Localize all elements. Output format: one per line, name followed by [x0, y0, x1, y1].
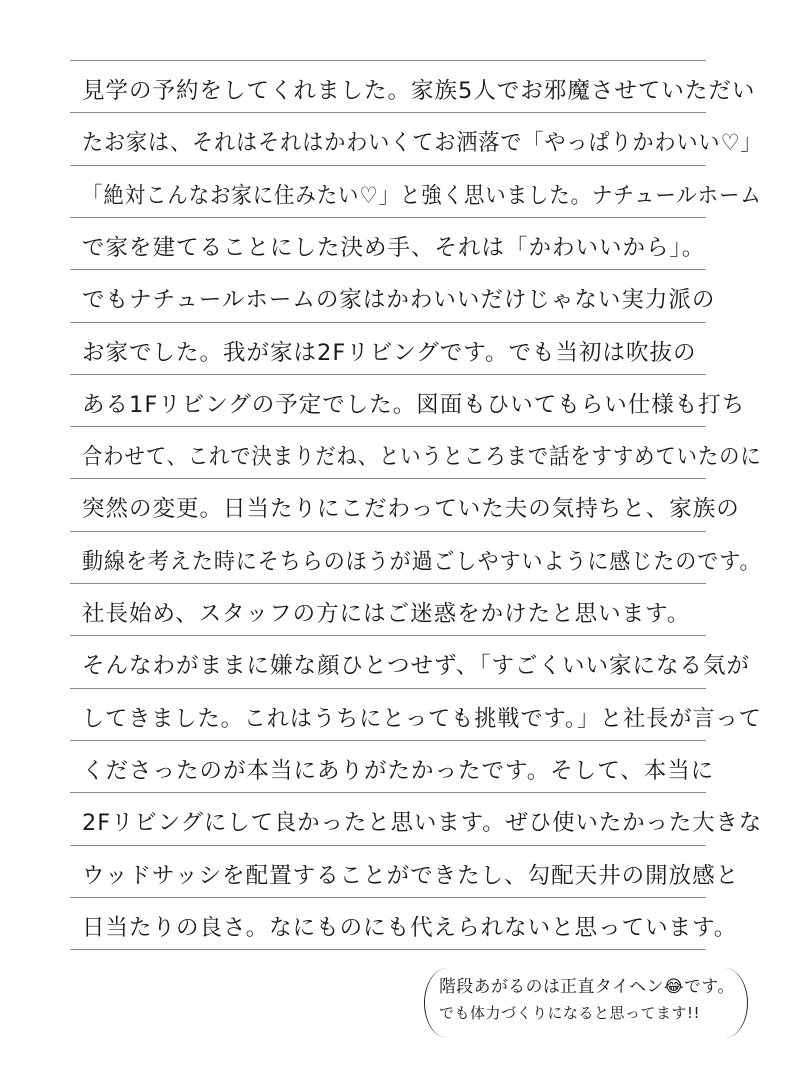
letter-line: ある1Fリビングの予定でした。図面もひいてもらい仕様も打ち [82, 391, 746, 418]
ruled-line [70, 217, 706, 218]
ruled-line [70, 583, 706, 584]
margin-note [424, 968, 748, 1038]
letter-line: くださったのが本当にありがたかったです。そして、本当に [82, 757, 715, 784]
letter-line: ウッドサッシを配置することができたし、勾配天井の開放感と [82, 862, 740, 889]
ruled-line [70, 426, 706, 427]
ruled-line [70, 688, 706, 689]
letter-line: 動線を考えた時にそちらのほうが過ごしやすいように感じたのです。 [82, 548, 762, 575]
letter-line: たお家は、それはそれはかわいくてお洒落で「やっぱりかわいい♡」 [82, 130, 763, 157]
ruled-line [70, 531, 706, 532]
ruled-line [70, 845, 706, 846]
ruled-line [70, 478, 706, 479]
letter-line: 突然の変更。日当たりにこだわっていた夫の気持ちと、家族の [82, 496, 740, 523]
ruled-line [70, 949, 706, 950]
letter-line: でもナチュールホームの家はかわいいだけじゃない実力派の [82, 287, 716, 314]
ruled-line [70, 740, 706, 741]
ruled-line [70, 165, 706, 166]
note-line-2: でも体力づくりになると思ってます!! [439, 1004, 701, 1022]
letter-line: 日当たりの良さ。なにものにも代えられないと思っています。 [82, 914, 738, 941]
letter-line: 2Fリビングにして良かったと思います。ぜひ使いたかった大きな [82, 810, 763, 837]
ruled-line [70, 635, 706, 636]
letter-line: お家でした。我が家は2Fリビングです。でも当初は吹抜の [82, 339, 697, 366]
ruled-line [70, 269, 706, 270]
letter-line: してきました。これはうちにとっても挑戦です。」と社長が言って [82, 705, 762, 732]
ruled-line [70, 374, 706, 375]
ruled-line [70, 112, 706, 113]
letter-line: 見学の予約をしてくれました。家族5人でお邪魔させていただい [82, 78, 756, 104]
letter-line: 合わせて、これで決まりだね、というところまで話をすすめていたのに [82, 444, 762, 471]
note-line-1: 階段あがるのは正直タイヘン😂です。 [439, 977, 735, 997]
letter-line: そんなわがままに嫌な顔ひとつせず、「すごくいい家になる気が [82, 653, 751, 680]
letter-line: で家を建てることにした決め手、それは「かわいいから」。 [82, 234, 706, 261]
ruled-line [70, 897, 706, 898]
letter-line: 社長始め、スタッフの方にはご迷惑をかけたと思います。 [82, 601, 691, 627]
letter-line: 「絶対こんなお家に住みたい♡」と強く思いました。ナチュールホーム [82, 182, 762, 209]
ruled-line [70, 792, 706, 793]
ruled-line [70, 60, 706, 61]
ruled-line [70, 322, 706, 323]
